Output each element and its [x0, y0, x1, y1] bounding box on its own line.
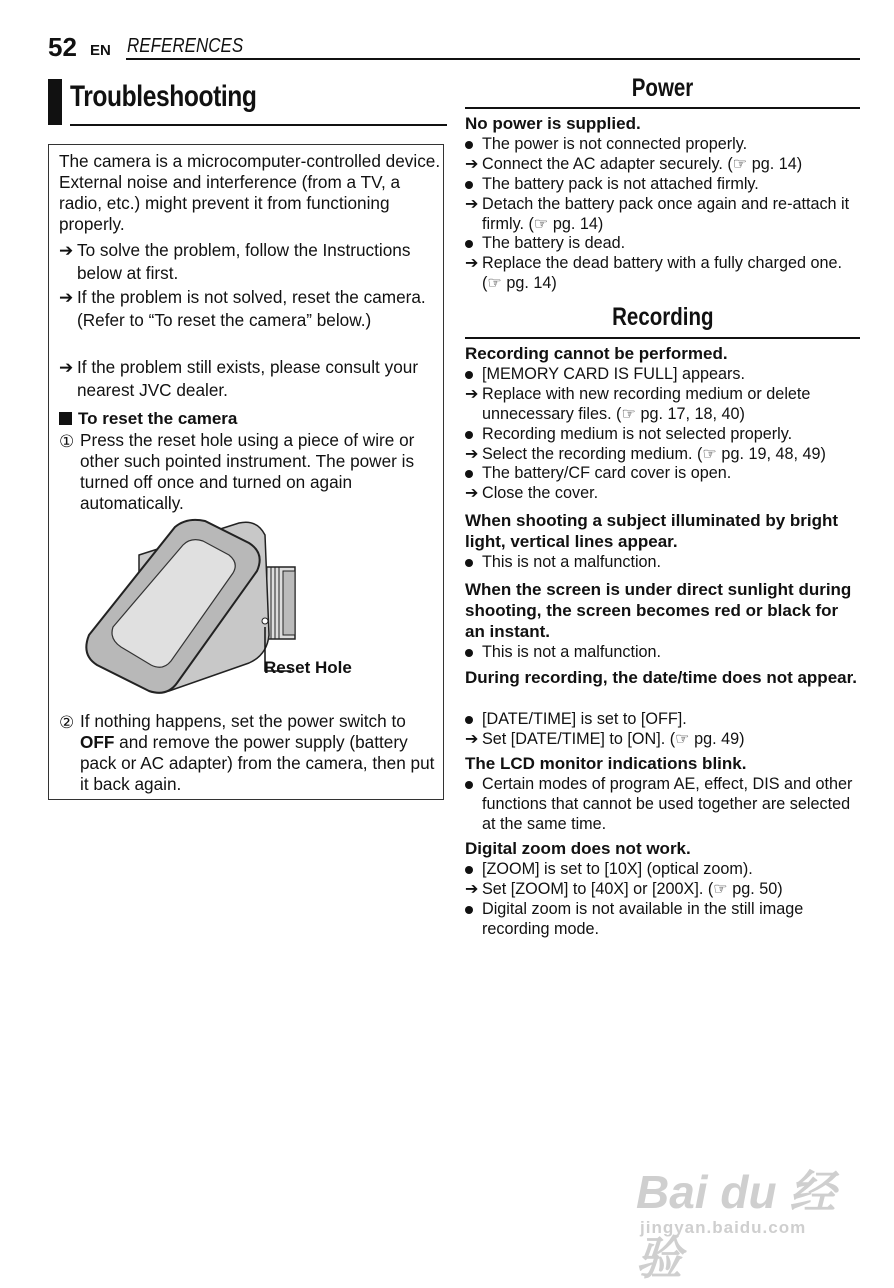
bullet-icon — [465, 781, 473, 789]
bullet-icon — [465, 431, 473, 439]
info-box — [48, 144, 444, 800]
instruction-item: ➔ If the problem still exists, please consult your nearest JVC dealer. — [59, 357, 419, 400]
list-item: ➔ Set [ZOOM] to [40X] or [200X]. (☞ pg. 50) — [465, 880, 783, 898]
recording-rule — [465, 337, 860, 339]
instruction-item: ➔ To solve the problem, follow the Instructions below at first. — [59, 240, 411, 283]
arrow-icon: ➔ — [465, 254, 479, 272]
list-item: [DATE/TIME] is set to [OFF]. — [465, 709, 860, 729]
power-heading: Power — [631, 74, 694, 102]
arrow-icon: ➔ — [465, 730, 479, 748]
bullet-icon — [465, 716, 473, 724]
arrow-icon: ➔ — [59, 240, 74, 260]
header-rule — [126, 58, 860, 60]
arrow-icon: ➔ — [465, 484, 479, 502]
recording-question: During recording, the date/time does not appear. — [465, 668, 858, 687]
list-item: ➔ Replace the dead battery with a fully charged one. (☞ pg. 14) — [465, 254, 842, 292]
arrow-icon: ➔ — [465, 880, 479, 898]
power-rule — [465, 107, 860, 109]
list-item: Digital zoom is not available in the still image recording mode. — [465, 899, 860, 939]
list-item: [MEMORY CARD IS FULL] appears. — [465, 364, 860, 384]
list-item: ➔ Connect the AC adapter securely. (☞ pg. 14) — [465, 155, 803, 173]
list-item: ➔ Set [DATE/TIME] to [ON]. (☞ pg. 49) — [465, 730, 745, 748]
arrow-icon: ➔ — [465, 155, 479, 173]
list-item: Recording medium is not selected properly. — [465, 424, 860, 444]
reset-heading: To reset the camera — [59, 409, 237, 429]
arrow-icon: ➔ — [59, 357, 74, 377]
bullet-icon — [465, 866, 473, 874]
watermark-logo: Bai du 经验 jingyan.baidu.com — [636, 1166, 836, 1284]
language-code: EN — [90, 42, 111, 59]
list-item: The power is not connected properly. — [465, 134, 860, 154]
list-item: ➔ Detach the battery pack once again and re-attach it firmly. (☞ pg. 14) — [465, 195, 850, 233]
bullet-icon — [465, 906, 473, 914]
list-item: ➔ Replace with new recording medium or delete unnecessary files. (☞ pg. 17, 18, 40) — [465, 385, 811, 423]
list-item: [ZOOM] is set to [10X] (optical zoom). — [465, 859, 860, 879]
recording-question: The LCD monitor indications blink. — [465, 754, 747, 773]
square-bullet-icon — [59, 412, 72, 425]
step-number: ① — [59, 432, 75, 451]
recording-question: When the screen is under direct sunlight during shooting, the screen becomes red or black for an instant. — [465, 580, 852, 641]
title-rule — [70, 124, 447, 126]
list-item: ➔ Close the cover. — [465, 484, 599, 502]
bullet-icon — [465, 559, 473, 567]
arrow-icon: ➔ — [59, 287, 74, 307]
list-item: This is not a malfunction. — [465, 642, 860, 662]
recording-heading: Recording — [611, 303, 714, 331]
instruction-item: ➔ If the problem is not solved, reset the camera. (Refer to “To reset the camera” below.) — [59, 287, 426, 330]
page-title: Troubleshooting — [70, 80, 257, 113]
title-marker — [48, 79, 62, 125]
list-item: The battery is dead. — [465, 233, 860, 253]
step-number: ② — [59, 713, 75, 732]
step-2: ② If nothing happens, set the power switch to OFF and remove the power supply (battery pack or AC adapter) from the camera, then put it back again. — [59, 711, 435, 794]
list-item: ➔ Select the recording medium. (☞ pg. 19, 48, 49) — [465, 445, 826, 463]
recording-question: Digital zoom does not work. — [465, 839, 691, 858]
arrow-icon: ➔ — [465, 195, 479, 213]
arrow-icon: ➔ — [465, 385, 479, 403]
page-number: 52 — [48, 32, 77, 62]
bullet-icon — [465, 141, 473, 149]
bullet-icon — [465, 371, 473, 379]
bullet-icon — [465, 240, 473, 248]
list-item: Certain modes of program AE, effect, DIS and other functions that cannot be used together are selected at the same time. — [465, 774, 860, 834]
step-1: ① Press the reset hole using a piece of wire or other such pointed instrument. The power is turned off once and turned on again automatically. — [59, 430, 415, 513]
bullet-icon — [465, 181, 473, 189]
list-item: The battery pack is not attached firmly. — [465, 174, 860, 194]
bullet-icon — [465, 649, 473, 657]
list-item: The battery/CF card cover is open. — [465, 463, 860, 483]
list-item: This is not a malfunction. — [465, 552, 860, 572]
recording-question: When shooting a subject illuminated by bright light, vertical lines appear. — [465, 511, 839, 551]
section-name: REFERENCES — [127, 35, 244, 57]
recording-question: Recording cannot be performed. — [465, 344, 728, 363]
bullet-icon — [465, 470, 473, 478]
arrow-icon: ➔ — [465, 445, 479, 463]
power-question: No power is supplied. — [465, 114, 641, 133]
intro-text: The camera is a microcomputer-controlled device. External noise and interference (from a TV, a radio, etc.) might prevent it from functioning properly. — [59, 151, 441, 234]
reset-hole-label: Reset Hole — [264, 658, 352, 677]
